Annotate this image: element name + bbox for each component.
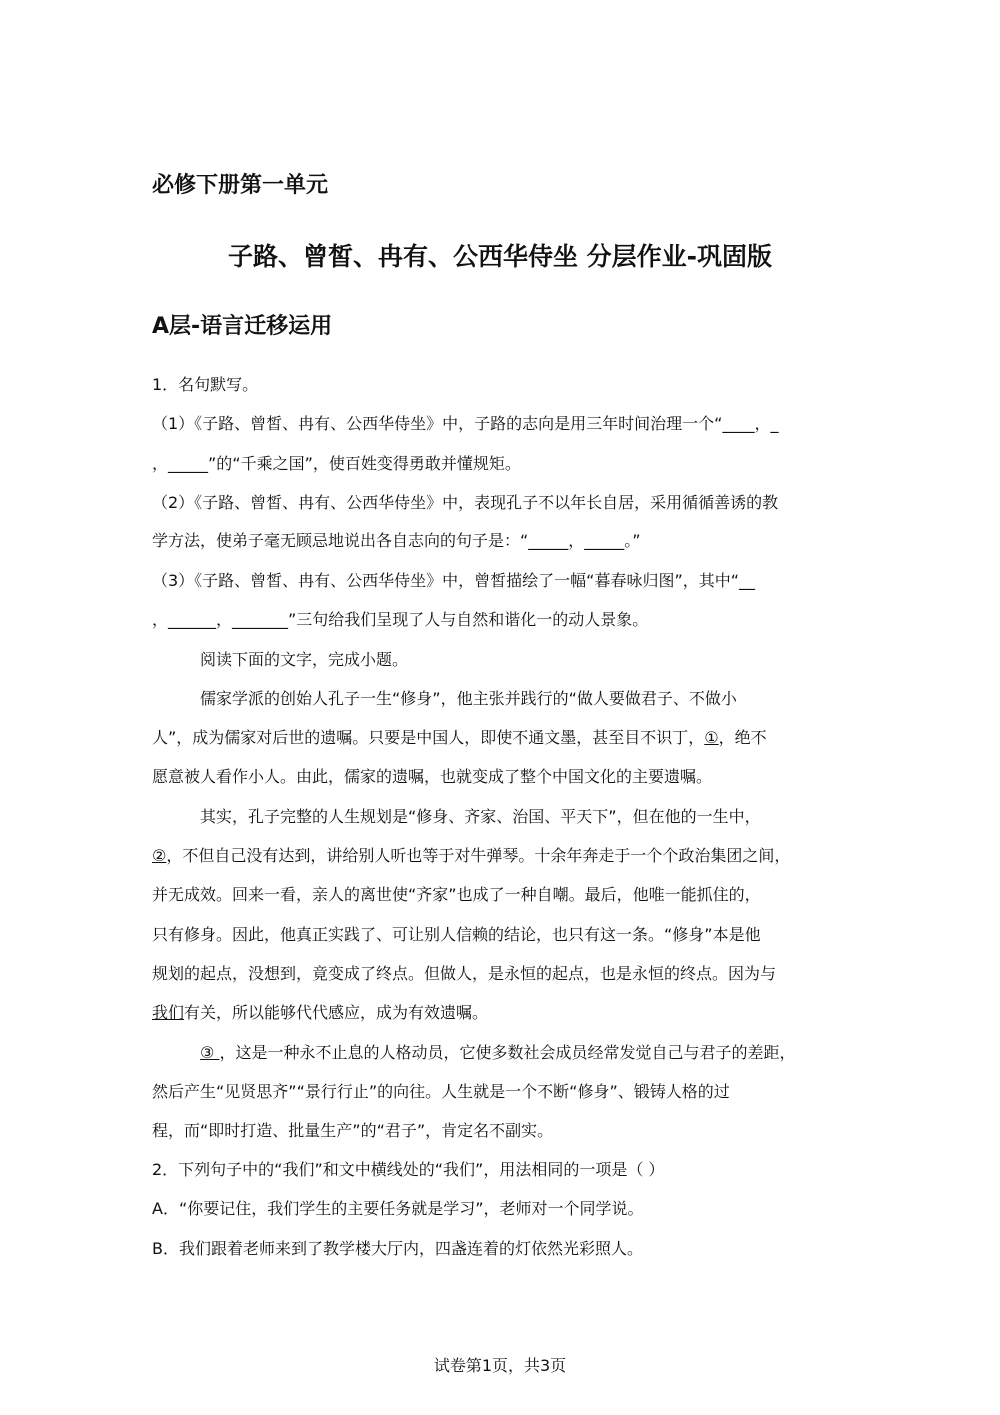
q1-stem: 1．名句默写。 [152,375,259,394]
para1-line2-text: 人”，成为儒家对后世的遗嘱。只要是中国人，即使不通文墨，甚至目不识丁， [152,728,705,747]
para1-line3: 愿意被人看作小人。由此，儒家的遗嘱，也就变成了整个中国文化的主要遗嘱。 [152,767,713,786]
para2-line4: 只有修身。因此，他真正实践了、可让别人信赖的结论，也只有这一条。“修身”本是他 [152,925,761,944]
q1-part3-line1: （3）《子路、曾皙、冉有、公西华侍坐》中，曾皙描绘了一幅“暮春咏归图”，其中“__ [152,571,756,590]
para2-line6-text: 有关，所以能够代代感应，成为有效遗嘱。 [184,1003,489,1022]
para2-line6 [152,1003,488,1023]
underlined-women: 我们 [152,1003,185,1022]
page-title: 子路、曾皙、冉有、公西华侍坐 分层作业-巩固版 [227,242,773,271]
para1-line2 [152,728,767,748]
q2-stem: 2．下列句子中的“我们”和文中横线处的“我们”，用法相同的一项是（ ） [152,1160,665,1179]
para2-line2 [152,846,790,866]
para3-line1 [200,1043,795,1063]
para1-line2-tail: ，绝不 [718,728,767,747]
q1-part1-line2: ，_____”的“千乘之国”，使百姓变得勇敢并懂规矩。 [152,454,521,473]
page-footer: 试卷第1页，共3页 [433,1356,567,1375]
unit-heading: 必修下册第一单元 [152,173,329,198]
para3-line2: 然后产生“见贤思齐”“景行行止”的向往。人生就是一个不断“修身”、锻铸人格的过 [152,1082,730,1101]
para2-line5: 规划的起点，没想到，竟变成了终点。但做人，是永恒的起点，也是永恒的终点。因为与 [152,964,777,983]
para1-line1: 儒家学派的创始人孔子一生“修身”，他主张并践行的“做人要做君子、不做小 [200,689,737,708]
para2-line3: 并无成效。回来一看，亲人的离世使“齐家”也成了一种自嘲。最后，他唯一能抓住的， [152,885,761,904]
q1-part1-line1: （1）《子路、曾皙、冉有、公西华侍坐》中，子路的志向是用三年时间治理一个“____，_ [152,414,779,433]
blank-3: ③ [200,1043,220,1062]
blank-2: ② [152,846,167,865]
q1-part2-line2: 学方法，使弟子毫无顾忌地说出各自志向的句子是：“_____，_____。” [152,531,641,550]
q1-part3-line2: ，______，_______”三句给我们呈现了人与自然和谐化一的动人景象。 [152,610,649,629]
q2-option-a: A．“你要记住，我们学生的主要任务就是学习”，老师对一个同学说。 [152,1199,644,1218]
para3-line1-text: ，这是一种永不止息的人格动员，它使多数社会成员经常发觉自己与君子的差距， [219,1043,796,1062]
blank-1: ① [704,728,719,747]
reading-intro: 阅读下面的文字，完成小题。 [200,650,409,669]
q1-part2-line1: （2）《子路、曾皙、冉有、公西华侍坐》中，表现孔子不以年长自居，采用循循善诱的教 [152,493,779,512]
para2-line1-text: 其实，孔子完整的人生规划是“修身、齐家、治国、平天下”，但在他的一生中， [200,807,761,826]
section-heading: A层-语言迁移运用 [152,314,333,339]
q2-option-b: B．我们跟着老师来到了教学楼大厅内，四盏连着的灯依然光彩照人。 [152,1239,643,1258]
para3-line3: 程，而“即时打造、批量生产”的“君子”，肯定名不副实。 [152,1121,554,1140]
para2-line2-text: ，不但自己没有达到，讲给别人听也等于对牛弹琴。十余年奔走于一个个政治集团之间， [166,846,791,865]
para2-line1 [200,807,761,827]
